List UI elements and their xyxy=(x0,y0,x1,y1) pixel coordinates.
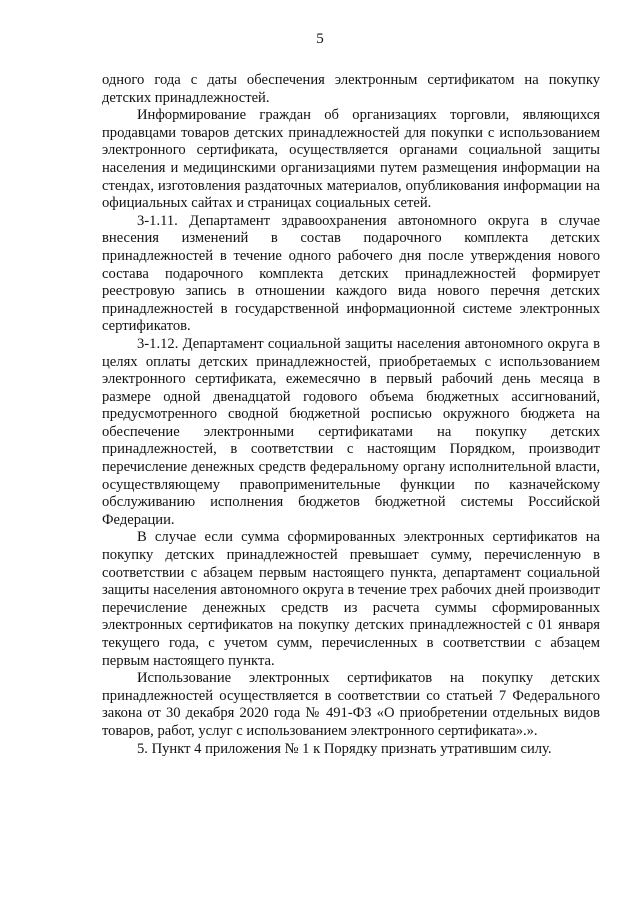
paragraph-3-1-11: 3-1.11. Департамент здравоохранения автономного округа в случае внесения изменений в состав подарочного комплекта детских принадлежностей в течение одного рабочего дня после утверждения нового состава подарочного комплекта детских принадлежностей формирует реестровую запись в отношении каждого вида нового перечня детских принадлежностей в государственной информационной системе электронных сертификатов. xyxy=(102,212,600,335)
page-number: 5 xyxy=(316,31,324,47)
paragraph-continuation: одного года с даты обеспечения электронным сертификатом на покупку детских принадлежностей. xyxy=(102,72,600,106)
paragraph-excess-sum: В случае если сумма сформированных электронных сертификатов на покупку детских принадлежностей превышает сумму, перечисленную в соответствии с абзацем первым настоящего пункта, департамент социальной защиты населения автономного округа в течение трех рабочих дней производит перечисление денежных средств из расчета суммы сформированных электронных сертификатов на покупку детских принадлежностей с 01 января текущего года, с учетом сумм, перечисленных в соответствии с абзацем первым настоящего пункта. xyxy=(102,529,600,669)
paragraph-informing: Информирование граждан об организациях торговли, являющихся продавцами товаров детских принадлежностей для покупки с использованием электронного сертификата, осуществляется органами социальной защиты населения и медицинскими организациями путем размещения информации на стендах, изготовления раздаточных материалов, опубликования информации на официальных сайтах и страницах социальных сетей. xyxy=(102,107,600,212)
paragraph-use-of-certificates: Использование электронных сертификатов на покупку детских принадлежностей осуществляется в соответствии со статьей 7 Федерального закона от 30 декабря 2020 года № 491-ФЗ «О приобретении отдельных видов товаров, работ, услуг с использованием электронного сертификата».». xyxy=(102,670,600,739)
paragraph-3-1-12: 3-1.12. Департамент социальной защиты населения автономного округа в целях оплаты детских принадлежностей, приобретаемых с использованием электронного сертификата, ежемесячно в первый рабочий день месяца в размере одной двенадцатой годового объема бюджетных ассигнований, предусмотренного сводной бюджетной росписью окружного бюджета на обеспечение электронными сертификатами на покупку детских принадлежностей, в соответствии с настоящим Порядком, производит перечисление денежных средств федеральному органу исполнительной власти, осуществляющему правоприменительные функции по казначейскому обслуживанию исполнения бюджетов бюджетной системы Российской Федерации. xyxy=(102,335,600,528)
paragraph-item-5: 5. Пункт 4 приложения № 1 к Порядку признать утратившим силу. xyxy=(137,740,552,757)
document-body xyxy=(102,72,600,758)
